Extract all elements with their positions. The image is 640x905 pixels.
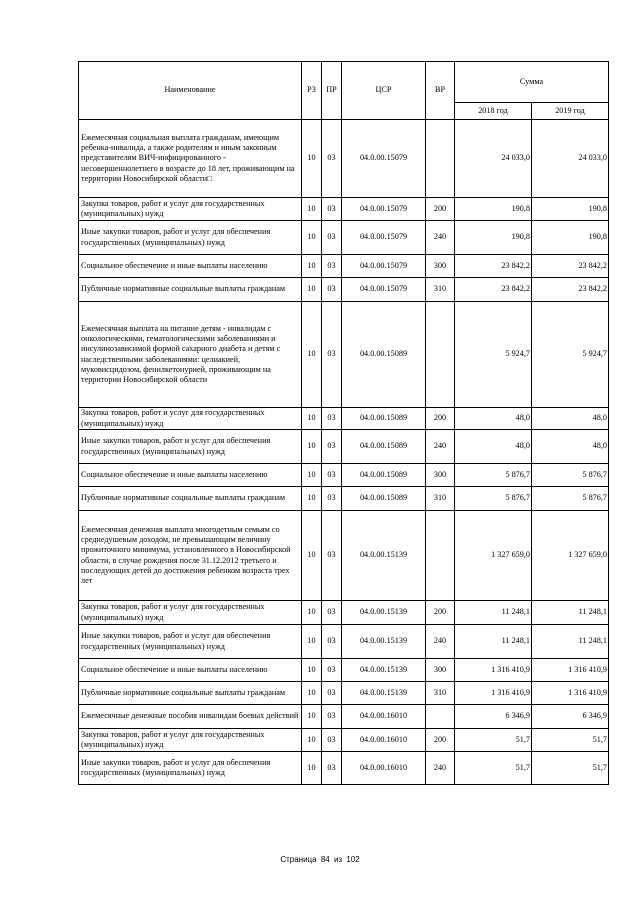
cell-pr: 03 bbox=[322, 729, 342, 752]
cell-csr: 04.0.00.15089 bbox=[342, 302, 426, 408]
header-year-2018: 2018 год bbox=[455, 103, 532, 120]
cell-name: Ежемесячная выплата на питание детям - инвалидам с онкологическими, гематологическими заболеваниями и инсулинозависимой формой сахарного диабета и детям с наследственными заболеваниями: целиакией, муковисцидозом, фенилкетонурией, проживающим на территории Новосибирской области bbox=[79, 302, 302, 408]
table-row bbox=[79, 278, 609, 302]
cell-pr: 03 bbox=[322, 408, 342, 430]
cell-pr: 03 bbox=[322, 464, 342, 487]
cell-s2018: 24 033,0 bbox=[455, 120, 532, 198]
cell-vr: 310 bbox=[426, 682, 455, 705]
cell-name: Иные закупки товаров, работ и услуг для обеспечения государственных (муниципальных) нужд bbox=[79, 430, 302, 464]
header-pr: ПР bbox=[322, 62, 342, 120]
cell-s2018: 48,0 bbox=[455, 408, 532, 430]
cell-csr: 04.0.00.15139 bbox=[342, 601, 426, 625]
cell-name: Социальное обеспечение и иные выплаты населению bbox=[79, 659, 302, 682]
cell-name: Социальное обеспечение и иные выплаты населению bbox=[79, 255, 302, 278]
cell-csr: 04.0.00.15139 bbox=[342, 659, 426, 682]
cell-vr: 240 bbox=[426, 752, 455, 785]
table-row bbox=[79, 682, 609, 705]
cell-s2019: 23 842,2 bbox=[532, 255, 609, 278]
cell-name: Публичные нормативные социальные выплаты гражданам bbox=[79, 487, 302, 511]
cell-pr: 03 bbox=[322, 659, 342, 682]
cell-csr: 04.0.00.15079 bbox=[342, 198, 426, 221]
cell-pr: 03 bbox=[322, 198, 342, 221]
cell-vr: 300 bbox=[426, 659, 455, 682]
cell-rz: 10 bbox=[302, 752, 322, 785]
budget-table bbox=[78, 61, 609, 785]
table-row bbox=[79, 408, 609, 430]
cell-name: Иные закупки товаров, работ и услуг для обеспечения государственных (муниципальных) нужд bbox=[79, 221, 302, 255]
cell-s2019: 11 248,1 bbox=[532, 601, 609, 625]
cell-s2019: 1 316 410,9 bbox=[532, 659, 609, 682]
cell-rz: 10 bbox=[302, 659, 322, 682]
footer-total-pages: 102 bbox=[346, 855, 360, 864]
table-row bbox=[79, 705, 609, 729]
cell-vr: 240 bbox=[426, 625, 455, 659]
cell-s2018: 6 346,9 bbox=[455, 705, 532, 729]
header-rz: РЗ bbox=[302, 62, 322, 120]
table-row bbox=[79, 729, 609, 752]
cell-name: Иные закупки товаров, работ и услуг для обеспечения государственных (муниципальных) нужд bbox=[79, 625, 302, 659]
cell-name: Публичные нормативные социальные выплаты гражданам bbox=[79, 278, 302, 302]
cell-s2019: 24 033,0 bbox=[532, 120, 609, 198]
cell-csr: 04.0.00.16010 bbox=[342, 752, 426, 785]
cell-csr: 04.0.00.16010 bbox=[342, 705, 426, 729]
cell-pr: 03 bbox=[322, 511, 342, 601]
cell-s2018: 51,7 bbox=[455, 729, 532, 752]
cell-pr: 03 bbox=[322, 221, 342, 255]
cell-s2018: 190,8 bbox=[455, 198, 532, 221]
footer-current-page: 84 bbox=[320, 855, 330, 864]
cell-csr: 04.0.00.15079 bbox=[342, 221, 426, 255]
cell-pr: 03 bbox=[322, 278, 342, 302]
cell-s2019: 5 876,7 bbox=[532, 464, 609, 487]
table-body bbox=[79, 120, 609, 785]
cell-rz: 10 bbox=[302, 511, 322, 601]
cell-vr: 310 bbox=[426, 487, 455, 511]
cell-s2019: 48,0 bbox=[532, 430, 609, 464]
cell-name: Ежемесячные денежные пособия инвалидам боевых действий bbox=[79, 705, 302, 729]
cell-s2019: 1 327 659,0 bbox=[532, 511, 609, 601]
cell-s2018: 1 327 659,0 bbox=[455, 511, 532, 601]
cell-name: Социальное обеспечение и иные выплаты населению bbox=[79, 464, 302, 487]
cell-s2019: 48,0 bbox=[532, 408, 609, 430]
footer-page-word: Страница bbox=[280, 855, 317, 864]
cell-rz: 10 bbox=[302, 278, 322, 302]
page-footer bbox=[0, 855, 640, 864]
table-row bbox=[79, 430, 609, 464]
header-year-2019: 2019 год bbox=[532, 103, 609, 120]
cell-vr bbox=[426, 705, 455, 729]
header-csr: ЦСР bbox=[342, 62, 426, 120]
cell-vr: 200 bbox=[426, 198, 455, 221]
cell-s2018: 51,7 bbox=[455, 752, 532, 785]
cell-s2018: 5 876,7 bbox=[455, 487, 532, 511]
cell-vr: 310 bbox=[426, 278, 455, 302]
cell-pr: 03 bbox=[322, 601, 342, 625]
cell-s2018: 1 316 410,9 bbox=[455, 659, 532, 682]
cell-csr: 04.0.00.15079 bbox=[342, 120, 426, 198]
cell-csr: 04.0.00.15139 bbox=[342, 625, 426, 659]
cell-s2019: 51,7 bbox=[532, 752, 609, 785]
table-row bbox=[79, 625, 609, 659]
cell-s2019: 5 876,7 bbox=[532, 487, 609, 511]
cell-pr: 03 bbox=[322, 752, 342, 785]
cell-vr bbox=[426, 511, 455, 601]
table-row bbox=[79, 464, 609, 487]
cell-rz: 10 bbox=[302, 408, 322, 430]
table-row bbox=[79, 487, 609, 511]
cell-pr: 03 bbox=[322, 302, 342, 408]
cell-name: Иные закупки товаров, работ и услуг для обеспечения государственных (муниципальных) нужд bbox=[79, 752, 302, 785]
cell-vr: 200 bbox=[426, 729, 455, 752]
footer-of-word: из bbox=[333, 855, 343, 864]
table-row bbox=[79, 302, 609, 408]
cell-s2018: 190,8 bbox=[455, 221, 532, 255]
cell-s2019: 51,7 bbox=[532, 729, 609, 752]
cell-name: Ежемесячная денежная выплата многодетным семьям со среднедушевым доходом, не превышающим величину прожиточного минимума, установленного в Новосибирской области, в случае рождения после 31.12.2012 третьего и последующих детей до достижения ребенком возраста трех лет bbox=[79, 511, 302, 601]
cell-rz: 10 bbox=[302, 487, 322, 511]
cell-s2018: 1 316 410,9 bbox=[455, 682, 532, 705]
table-row bbox=[79, 255, 609, 278]
table-row bbox=[79, 511, 609, 601]
table-row bbox=[79, 752, 609, 785]
cell-vr: 240 bbox=[426, 430, 455, 464]
cell-vr: 300 bbox=[426, 464, 455, 487]
cell-rz: 10 bbox=[302, 255, 322, 278]
cell-s2018: 48,0 bbox=[455, 430, 532, 464]
cell-s2018: 11 248,1 bbox=[455, 601, 532, 625]
header-vr: ВР bbox=[426, 62, 455, 120]
table-row bbox=[79, 221, 609, 255]
cell-csr: 04.0.00.15139 bbox=[342, 682, 426, 705]
cell-csr: 04.0.00.15089 bbox=[342, 464, 426, 487]
cell-s2018: 5 924,7 bbox=[455, 302, 532, 408]
cell-pr: 03 bbox=[322, 487, 342, 511]
cell-csr: 04.0.00.15089 bbox=[342, 408, 426, 430]
cell-s2018: 5 876,7 bbox=[455, 464, 532, 487]
cell-pr: 03 bbox=[322, 255, 342, 278]
cell-vr: 200 bbox=[426, 601, 455, 625]
cell-s2019: 1 316 410,9 bbox=[532, 682, 609, 705]
cell-s2019: 190,8 bbox=[532, 198, 609, 221]
cell-s2019: 11 248,1 bbox=[532, 625, 609, 659]
cell-csr: 04.0.00.15079 bbox=[342, 255, 426, 278]
cell-rz: 10 bbox=[302, 729, 322, 752]
cell-rz: 10 bbox=[302, 430, 322, 464]
cell-s2019: 5 924,7 bbox=[532, 302, 609, 408]
cell-name: Публичные нормативные социальные выплаты гражданам bbox=[79, 682, 302, 705]
cell-pr: 03 bbox=[322, 120, 342, 198]
cell-rz: 10 bbox=[302, 464, 322, 487]
cell-name: Ежемесячная социальная выплата гражданам, имеющим ребенка-инвалида, а также родителям и иным законным представителям ВИЧ-инфицированного - несовершеннолетнего в возрасте до 18 лет, проживающим на территории Новосибирской области□ bbox=[79, 120, 302, 198]
cell-pr: 03 bbox=[322, 625, 342, 659]
cell-csr: 04.0.00.15089 bbox=[342, 430, 426, 464]
cell-name: Закупка товаров, работ и услуг для государственных (муниципальных) нужд bbox=[79, 198, 302, 221]
cell-rz: 10 bbox=[302, 682, 322, 705]
cell-vr: 200 bbox=[426, 408, 455, 430]
cell-rz: 10 bbox=[302, 601, 322, 625]
cell-name: Закупка товаров, работ и услуг для государственных (муниципальных) нужд bbox=[79, 408, 302, 430]
cell-s2018: 23 842,2 bbox=[455, 255, 532, 278]
cell-pr: 03 bbox=[322, 705, 342, 729]
cell-rz: 10 bbox=[302, 302, 322, 408]
cell-rz: 10 bbox=[302, 705, 322, 729]
cell-csr: 04.0.00.16010 bbox=[342, 729, 426, 752]
cell-s2019: 23 842,2 bbox=[532, 278, 609, 302]
header-name: Наименование bbox=[79, 62, 302, 120]
table-row bbox=[79, 659, 609, 682]
cell-s2018: 11 248,1 bbox=[455, 625, 532, 659]
cell-vr: 300 bbox=[426, 255, 455, 278]
cell-pr: 03 bbox=[322, 430, 342, 464]
cell-csr: 04.0.00.15139 bbox=[342, 511, 426, 601]
cell-rz: 10 bbox=[302, 625, 322, 659]
table-row bbox=[79, 601, 609, 625]
cell-vr bbox=[426, 120, 455, 198]
cell-csr: 04.0.00.15089 bbox=[342, 487, 426, 511]
table-row bbox=[79, 120, 609, 198]
cell-pr: 03 bbox=[322, 682, 342, 705]
cell-vr: 240 bbox=[426, 221, 455, 255]
cell-rz: 10 bbox=[302, 198, 322, 221]
cell-s2019: 6 346,9 bbox=[532, 705, 609, 729]
cell-s2018: 23 842,2 bbox=[455, 278, 532, 302]
cell-s2019: 190,8 bbox=[532, 221, 609, 255]
cell-vr bbox=[426, 302, 455, 408]
cell-csr: 04.0.00.15079 bbox=[342, 278, 426, 302]
header-sum: Сумма bbox=[455, 62, 609, 103]
cell-rz: 10 bbox=[302, 120, 322, 198]
cell-name: Закупка товаров, работ и услуг для государственных (муниципальных) нужд bbox=[79, 601, 302, 625]
cell-name: Закупка товаров, работ и услуг для государственных (муниципальных) нужд bbox=[79, 729, 302, 752]
cell-rz: 10 bbox=[302, 221, 322, 255]
table-row bbox=[79, 198, 609, 221]
